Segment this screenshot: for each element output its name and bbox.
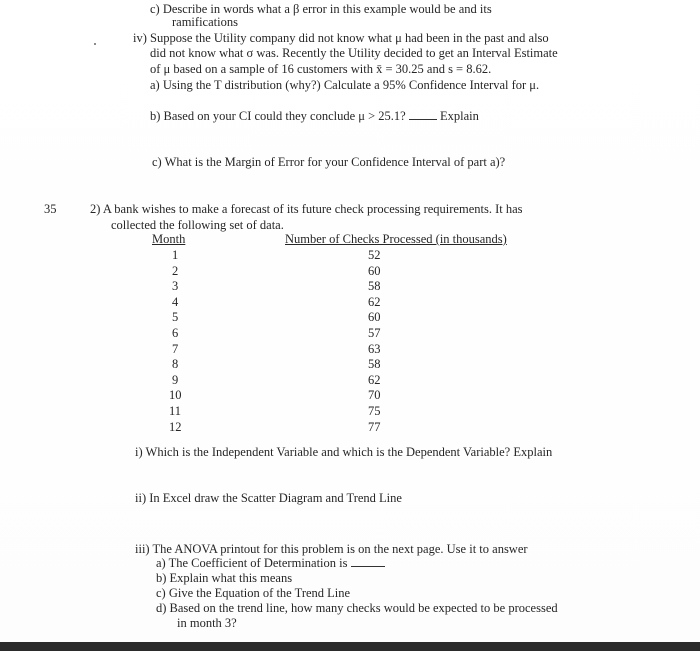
month-cell: 9 — [172, 372, 179, 387]
month-cell: 3 — [172, 279, 179, 294]
checks-cell: 57 — [368, 326, 381, 340]
q2-intro-1: 2) A bank wishes to make a forecast of its future check processing requirements. It has — [90, 202, 523, 216]
prev-part-c: c) Describe in words what a β error in this example would be and its — [150, 2, 492, 16]
checks-cell: 52 — [368, 248, 381, 262]
answer-blank — [409, 109, 437, 120]
prev-part-b-text: b) Based on your CI could they conclude μ > 25.1? — [150, 109, 406, 123]
month-cell: 11 — [169, 404, 182, 418]
checks-cell: 63 — [368, 341, 381, 356]
checks-cell: 75 — [368, 404, 381, 418]
checks-cell: 77 — [368, 419, 381, 434]
prev-part-c-cont: ramifications — [172, 15, 238, 29]
table-header-month: Month — [152, 232, 186, 246]
table-header-checks: Number of Checks Processed (in thousands) — [285, 232, 507, 246]
q2-part-iii-d-cont: in month 3? — [177, 616, 237, 630]
answer-blank-2 — [351, 556, 385, 567]
q2-part-iii-a — [156, 556, 385, 570]
checks-cell: 70 — [368, 388, 381, 403]
month-cell: 8 — [172, 357, 179, 372]
checks-cell: 58 — [368, 357, 381, 372]
q2-part-i: i) Which is the Independent Variable and which is the Dependent Variable? Explain — [135, 445, 553, 459]
month-cell: 10 — [169, 388, 182, 403]
checks-cell: 62 — [368, 372, 381, 387]
prev-part-iv: iv) Suppose the Utility company did not know what μ had been in the past and also — [133, 31, 549, 45]
month-cell: 4 — [172, 294, 179, 309]
bottom-bar — [0, 642, 700, 651]
prev-part-b — [150, 109, 479, 123]
q2-part-iii-d: d) Based on the trend line, how many checks would be expected to be processed — [156, 601, 558, 615]
month-cell: 5 — [172, 310, 179, 325]
q2-intro-2: collected the following set of data. — [111, 218, 284, 232]
checks-cell: 60 — [368, 310, 381, 325]
checks-cell: 60 — [368, 263, 381, 278]
q2-part-iii-b: b) Explain what this means — [156, 571, 293, 585]
prev-part-a: a) Using the T distribution (why?) Calculate a 95% Confidence Interval for μ. — [150, 78, 540, 92]
prev-part-b-explain: Explain — [439, 109, 479, 123]
month-cell: 2 — [172, 263, 179, 278]
checks-cell: 58 — [368, 279, 381, 294]
month-cell: 12 — [169, 419, 182, 434]
margin-number: 35 — [44, 202, 57, 216]
prev-part-c2: c) What is the Margin of Error for your Confidence Interval of part a)? — [152, 155, 506, 169]
month-cell: 6 — [172, 326, 179, 340]
month-cell: 7 — [172, 341, 179, 356]
prev-part-iv-3: of μ based on a sample of 16 customers with x̄ = 30.25 and s = 8.62. — [150, 62, 492, 76]
q2-part-iii-c: c) Give the Equation of the Trend Line — [156, 586, 351, 600]
q2-part-iii-a-text: a) The Coefficient of Determination is — [156, 556, 348, 570]
q2-part-iii: iii) The ANOVA printout for this problem is on the next page. Use it to answer — [135, 542, 528, 556]
data-table — [150, 232, 530, 432]
month-cell: 1 — [172, 248, 179, 262]
bullet-dot — [94, 43, 96, 45]
q2-part-ii: ii) In Excel draw the Scatter Diagram and Trend Line — [135, 491, 402, 505]
checks-cell: 62 — [368, 294, 381, 309]
prev-part-iv-2: did not know what σ was. Recently the Utility decided to get an Interval Estimate — [150, 46, 558, 60]
